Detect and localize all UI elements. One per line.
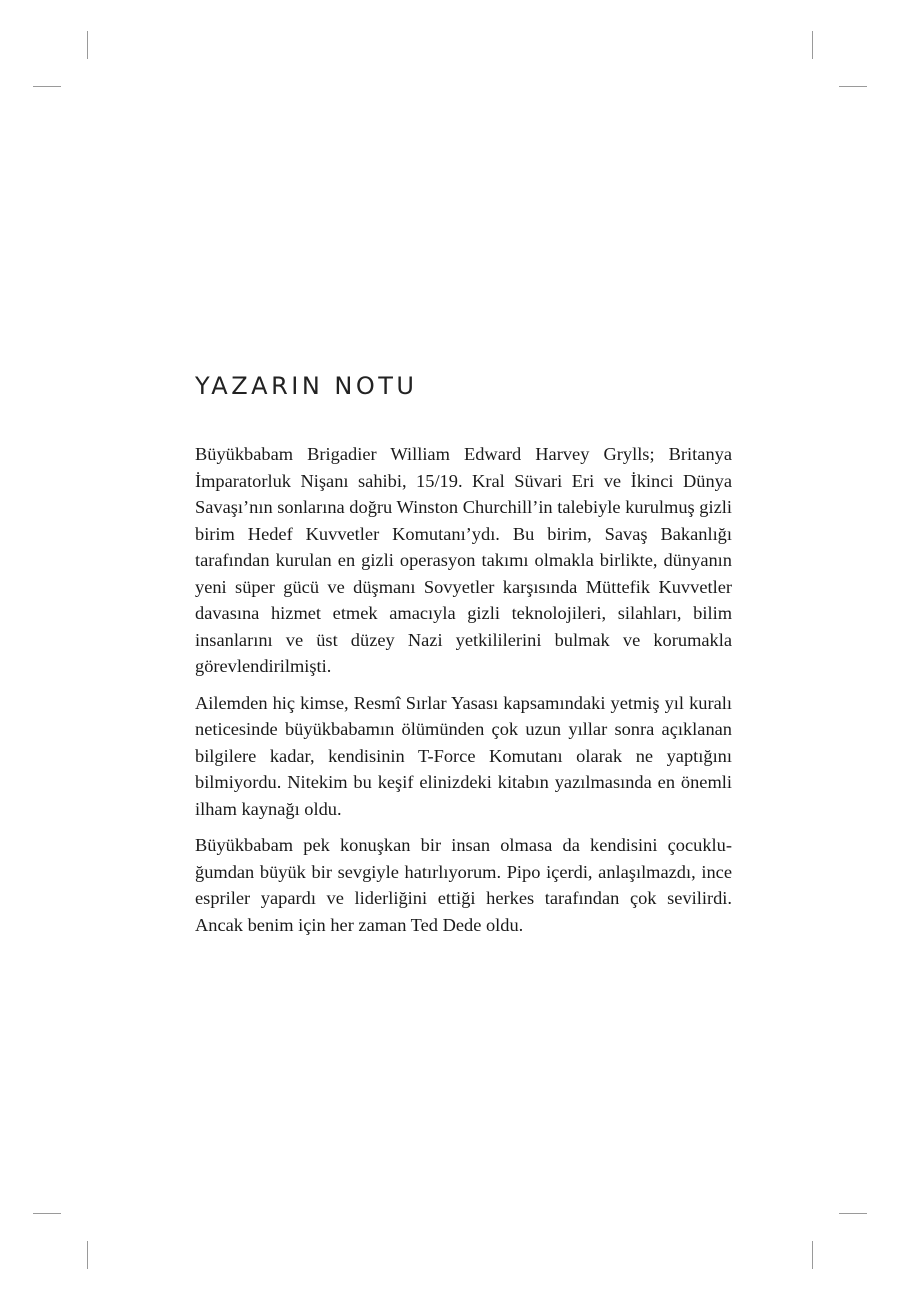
paragraph: Ailemden hiç kimse, Resmî Sırlar Yasası kapsamındaki yetmiş yıl kuralı neticesinde büyükbabamın ölümünden çok uzun yıllar sonra açıklanan bilgilere kadar, kendisinin T-Force Komutanı olarak ne yaptığını bilmiyordu. Nitekim bu keşif elinizdeki kitabın yazılmasında en önemli ilham kaynağı oldu. bbox=[195, 692, 732, 819]
crop-mark-top-left-horizontal bbox=[33, 86, 61, 87]
crop-mark-bottom-right-vertical bbox=[812, 1241, 813, 1269]
crop-mark-bottom-right-horizontal bbox=[839, 1213, 867, 1214]
crop-mark-bottom-left-vertical bbox=[87, 1241, 88, 1269]
crop-mark-top-right-vertical bbox=[812, 31, 813, 59]
crop-mark-top-left-vertical bbox=[87, 31, 88, 59]
body-text bbox=[195, 441, 732, 948]
chapter-heading: YAZARIN NOTU bbox=[195, 372, 418, 400]
crop-mark-bottom-left-horizontal bbox=[33, 1213, 61, 1214]
crop-mark-top-right-horizontal bbox=[839, 86, 867, 87]
paragraph: Büyükbabam pek konuşkan bir insan olmasa da kendisini çocukluğumdan büyük bir sevgiyle hatırlıyorum. Pipo içerdi, anlaşılmazdı, ince espriler yapardı ve liderliğini ettiği herkes tarafından çok sevilirdi. Ancak benim için her zaman Ted Dede oldu. bbox=[195, 835, 732, 935]
paragraph: Büyükbabam Brigadier William Edward Harvey Grylls; Britanya İmparatorluk Nişanı sahibi, 15/19. Kral Süvari Eri ve İkinci Dünya Savaşı’nın sonlarına doğru Winston Churchill’in talebiyle kurulmuş gizli birim Hedef Kuvvetler Komutanı’ydı. Bu birim, Savaş Bakanlığı tarafından kurulan en gizli operasyon takımı olmakla birlikte, dünyanın yeni süper gücü ve düşmanı Sovyetler karşısında Müttefik Kuvvetler davasına hizmet etmek amacıyla gizli teknolojileri, silahları, bilim insanlarını ve üst düzey Nazi yetkililerini bulmak ve korumakla görevlendirilmişti. bbox=[195, 444, 732, 676]
